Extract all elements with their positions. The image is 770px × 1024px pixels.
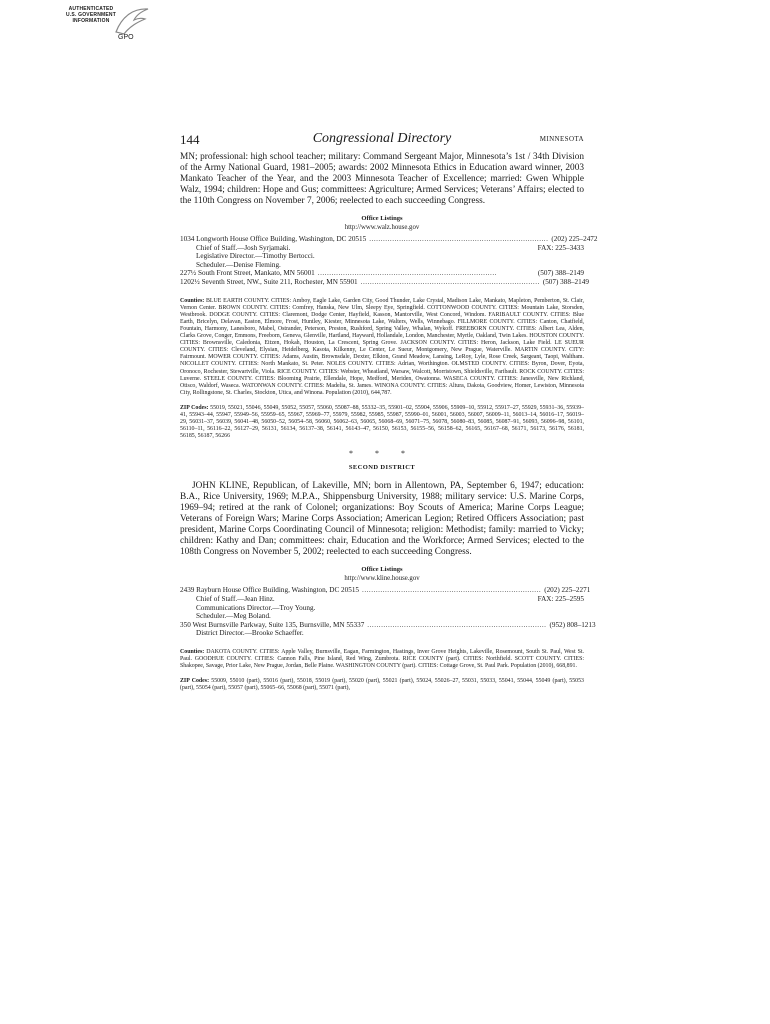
counties-label: Counties: [180, 297, 205, 304]
running-head [180, 132, 584, 152]
zip-codes-text: 55009, 55010 (part), 55016 (part), 55018, 55019 (part), 55020 (part), 55021 (part), 55024, 55026–27, 55031, 55033, 55041, 55044, 55049 (part), 55053 (part), 55054 (part), 55057 (part), 55065–66, 55068 (part), 55071 (part), [180, 678, 585, 692]
counties-text: BLUE EARTH COUNTY. CITIES: Amboy, Eagle Lake, Garden City, Good Thunder, Lake Crystal, Madison Lake, Mankato, Mapleton, Pemberton, St. Clair, Vernon Center. BROWN COUNTY. CITIES: Comfrey, Hanska, New Ulm, Sleepy Eye, Springfield. COTTONWOOD COUNTY. CITIES: Mountain Lake, Storsden, Westbrook. DODGE COUNTY. CITIES: Claremont, Dodge Center, Hayfield, Kasson, Mantorville, West Concord, Windom. FARIBAULT COUNTY. CITIES: Blue Earth, Bricelyn, Delavan, Easton, Elmore, Frost, Huntley, Kiester, Minnesota Lake, Walters, Wells, Winnebago. FILLMORE COUNTY. CITIES: Canton, Chatfield, Fountain, Harmony, Lanesboro, Mabel, Ostrander, Peterson, Preston, Rushford, Spring Valley, Whalan, Wykoff. FREEBORN COUNTY. CITIES: Albert Lea, Alden, Clarks Grove, Conger, Emmons, Freeborn, Geneva, Glenville, Hartland, Hayward, Hollandale, London, Manchester, Myrtle, Oakland, Twin Lakes. HOUSTON COUNTY. CITIES: Brownsville, Caledonia, Eitzen, Hokah, Houston, La Crescent, Spring Grove. JACKSON COUNTY. CITIES: Heron, Jackson, Lake Field. LE SUEUR COUNTY. CITIES: Cleveland, Elysian, Heidelberg, Kasota, Kilkenny, Le Center, Le Sueur, Montgomery, New Prague, Waterville. MARTIN COUNTY. CITY: Fairmount. MOWER COUNTY. CITIES: Adams, Austin, Brownsdale, Dexter, Elkton, Grand Meadow, Lansing, LeRoy, Lyle, Rose Creek, Sargeant, Taopi, Waltham. NICOLLET COUNTY. CITIES: North Mankato, St. Peter. NOLES COUNTY. CITIES: Adrian, Worthington. OLMSTED COUNTY. CITIES: Byron, Dover, Eyota, Oronoco, Rochester, Stewartville, Viola. RICE COUNTY. CITIES: Webster, Wheatland, Warsaw, Walcott, Morristown, Shieldsville, Faribault. ROCK COUNTY. CITIES: Luverne. STEELE COUNTY. CITIES: Blooming Prairie, Ellendale, Hope, Medford, Meriden, Owatonna. WASECA COUNTY. CITIES: Janesville, New Richland, Otisco, Waldorf, Waseca. WATONWAN COUNTY. CITIES: Madelia, St. James. WINONA COUNTY. CITIES: Altura, Dakota, Goodview, Homer, Lewiston, Minnesota City, Rollingstone, St. Charles, Stockton, Utica, and Winona. Population (2010), 644,787. [180, 297, 584, 396]
leader-dots: .............................................................................. [317, 269, 497, 278]
office-fax: FAX: 225–3433 [537, 243, 584, 252]
counties-label: Counties: [180, 648, 205, 655]
office-entry [180, 235, 598, 269]
staff-entry: Scheduler.—Meg Boland. [196, 612, 271, 621]
office-phone: (507) 388–2149 [542, 277, 589, 286]
leader-dots: .............................................................................. [362, 586, 542, 595]
office-entry [180, 269, 584, 278]
office-phone: (202) 225–2472 [551, 235, 598, 243]
zip-codes-label: ZIP Codes: [180, 404, 209, 411]
section-separator: * * * [349, 449, 415, 459]
gpo-authentication-logo [62, 6, 152, 46]
district-heading: SECOND DISTRICT [348, 464, 416, 472]
office-entry [180, 620, 596, 638]
counties-paragraph [180, 649, 584, 670]
office-address: 2439 Rayburn House Office Building, Washington, DC 20515 [180, 586, 360, 595]
member-biography: JOHN KLINE, Republican, of Lakeville, MN; born in Allentown, PA, September 6, 1947; education: B.A., Rice University, 1969; M.P.A., Shippensburg University, 1988; military service: U.S. Marine Corps, 1969–94; retired at the rank of Colonel; organizations: Boy Scouts of America; Marine Corps League; Veterans of Foreign Wars; Marine Corps Association; American Legion; Retired Officers Association; past president, Marine Corps Coordinating Council of Minnesota; religion: Methodist; family: married to Vicky; children: Kathy and Dan; committees: chair, Education and the Workforce; Armed Services; elected to the 108th Congress on November 5, 2002; reelected to each succeeding Congress. [180, 481, 584, 558]
leader-dots: .............................................................................. [360, 277, 540, 286]
leader-dots: .............................................................................. [367, 620, 547, 629]
counties-paragraph [180, 298, 584, 397]
state-heading: MINNESOTA [539, 135, 584, 143]
staff-entry: Chief of Staff.—Jean Hinz. [196, 594, 275, 603]
office-fax: FAX: 225–2595 [537, 594, 584, 603]
zip-codes-paragraph [180, 678, 584, 692]
office-phone: (202) 225–2271 [544, 586, 591, 595]
gpo-line-3: INFORMATION [72, 18, 110, 24]
office-listings-heading: Office Listings [361, 566, 403, 574]
office-phone: (507) 388–2149 [537, 269, 584, 278]
staff-entry: Legislative Director.—Timothy Bertocci. [196, 252, 315, 261]
eagle-icon [112, 6, 152, 36]
zip-codes-text: 55019, 55021, 55046, 55049, 55052, 55057, 55060, 55087–88, 55332–35, 55901–02, 55904, 55906, 55909–10, 55912, 55917–27, 55929, 55931–36, 55939–41, 55943–44, 55947, 55949–56, 55959–65, 55967, 55969–77, 55979, 55982, 55985, 55987, 55990–01, 56001, 56003, 56007, 56009–11, 56013–14, 56016–17, 56019–29, 56031–37, 56039, 56041–48, 56050–52, 56054–58, 56060, 56062–63, 56065, 56068–69, 56071–75, 56078, 56080–83, 56085, 56087–91, 56093, 56096–98, 56101, 56110–11, 56116–22, 56127–29, 56131, 56134, 56137–38, 56141, 56143–47, 56150, 56153, 56155–56, 56158–62, 56165, 56167–68, 56171, 56173, 56176, 56181, 56185, 56187, 56266 [180, 404, 585, 440]
directory-page [180, 131, 598, 692]
leader-dots: .............................................................................. [369, 235, 549, 243]
office-address: 1034 Longworth House Office Building, Washington, DC 20515 [180, 235, 367, 243]
office-listings [180, 586, 596, 638]
gpo-line-1: AUTHENTICATED [68, 6, 114, 12]
office-address: 227½ South Front Street, Mankato, MN 56001 [180, 269, 315, 278]
office-entry [180, 586, 591, 621]
staff-entry: Communications Director.—Troy Young. [196, 603, 316, 612]
office-entry [180, 277, 589, 287]
member-website-link[interactable]: http://www.kline.house.gov [344, 575, 420, 583]
gpo-mark: GPO [118, 34, 134, 41]
zip-codes-label: ZIP Codes: [180, 678, 210, 685]
page-number: 144 [180, 132, 200, 147]
page-title: Congressional Directory [312, 131, 452, 146]
staff-entry: Scheduler.—Denise Fleming. [196, 260, 281, 269]
member-biography: MN; professional: high school teacher; military: Command Sergeant Major, Minnesota’s 1st / 34th Division of the Army National Guard, 1981–2005; awards: 2002 Minnesota Ethics in Education award winner, 2003 Mankato Teacher of the Year, and the 2003 Minnesota Teacher of Excellence; married: Gwen Whipple Walz, 1994; children: Hope and Gus; committees: Agriculture; Armed Services; Veterans’ Affairs; elected to the 110th Congress on November 7, 2006; reelected to each succeeding Congress. [180, 152, 584, 206]
office-address: 1202½ Seventh Street, NW., Suite 211, Rochester, MN 55901 [180, 277, 358, 286]
staff-entry: Chief of Staff.—Josh Syrjamaki. [196, 243, 291, 252]
staff-entry: District Director.—Brooke Schaeffer. [196, 629, 304, 638]
office-listings-heading: Office Listings [361, 215, 403, 222]
office-phone: (952) 808–1213 [549, 620, 596, 629]
counties-text: DAKOTA COUNTY. CITIES: Apple Valley, Burnsville, Eagan, Farmington, Hastings, Inver Grove Heights, Lakeville, Rosemount, South St. Paul, West St. Paul. GOODHUE COUNTY. CITIES: Cannon Falls, Pine Island, Red Wing, Zumbrota. RICE COUNTY (part). CITIES: Northfield. SCOTT COUNTY. CITIES: Shakopee, Savage, Prior Lake, New Prague, Jordan, Belle Plaine. WASHINGTON COUNTY (part). CITIES: Cottage Grove, St. Paul Park. Population (2010), 668,891. [180, 648, 584, 670]
zip-codes-paragraph [180, 405, 584, 440]
gpo-line-2: U.S. GOVERNMENT [66, 12, 116, 18]
office-listings [180, 235, 598, 287]
member-website-link[interactable]: http://www.walz.house.gov [344, 224, 420, 231]
office-address: 350 West Burnsville Parkway, Suite 135, Burnsville, MN 55337 [180, 620, 365, 629]
